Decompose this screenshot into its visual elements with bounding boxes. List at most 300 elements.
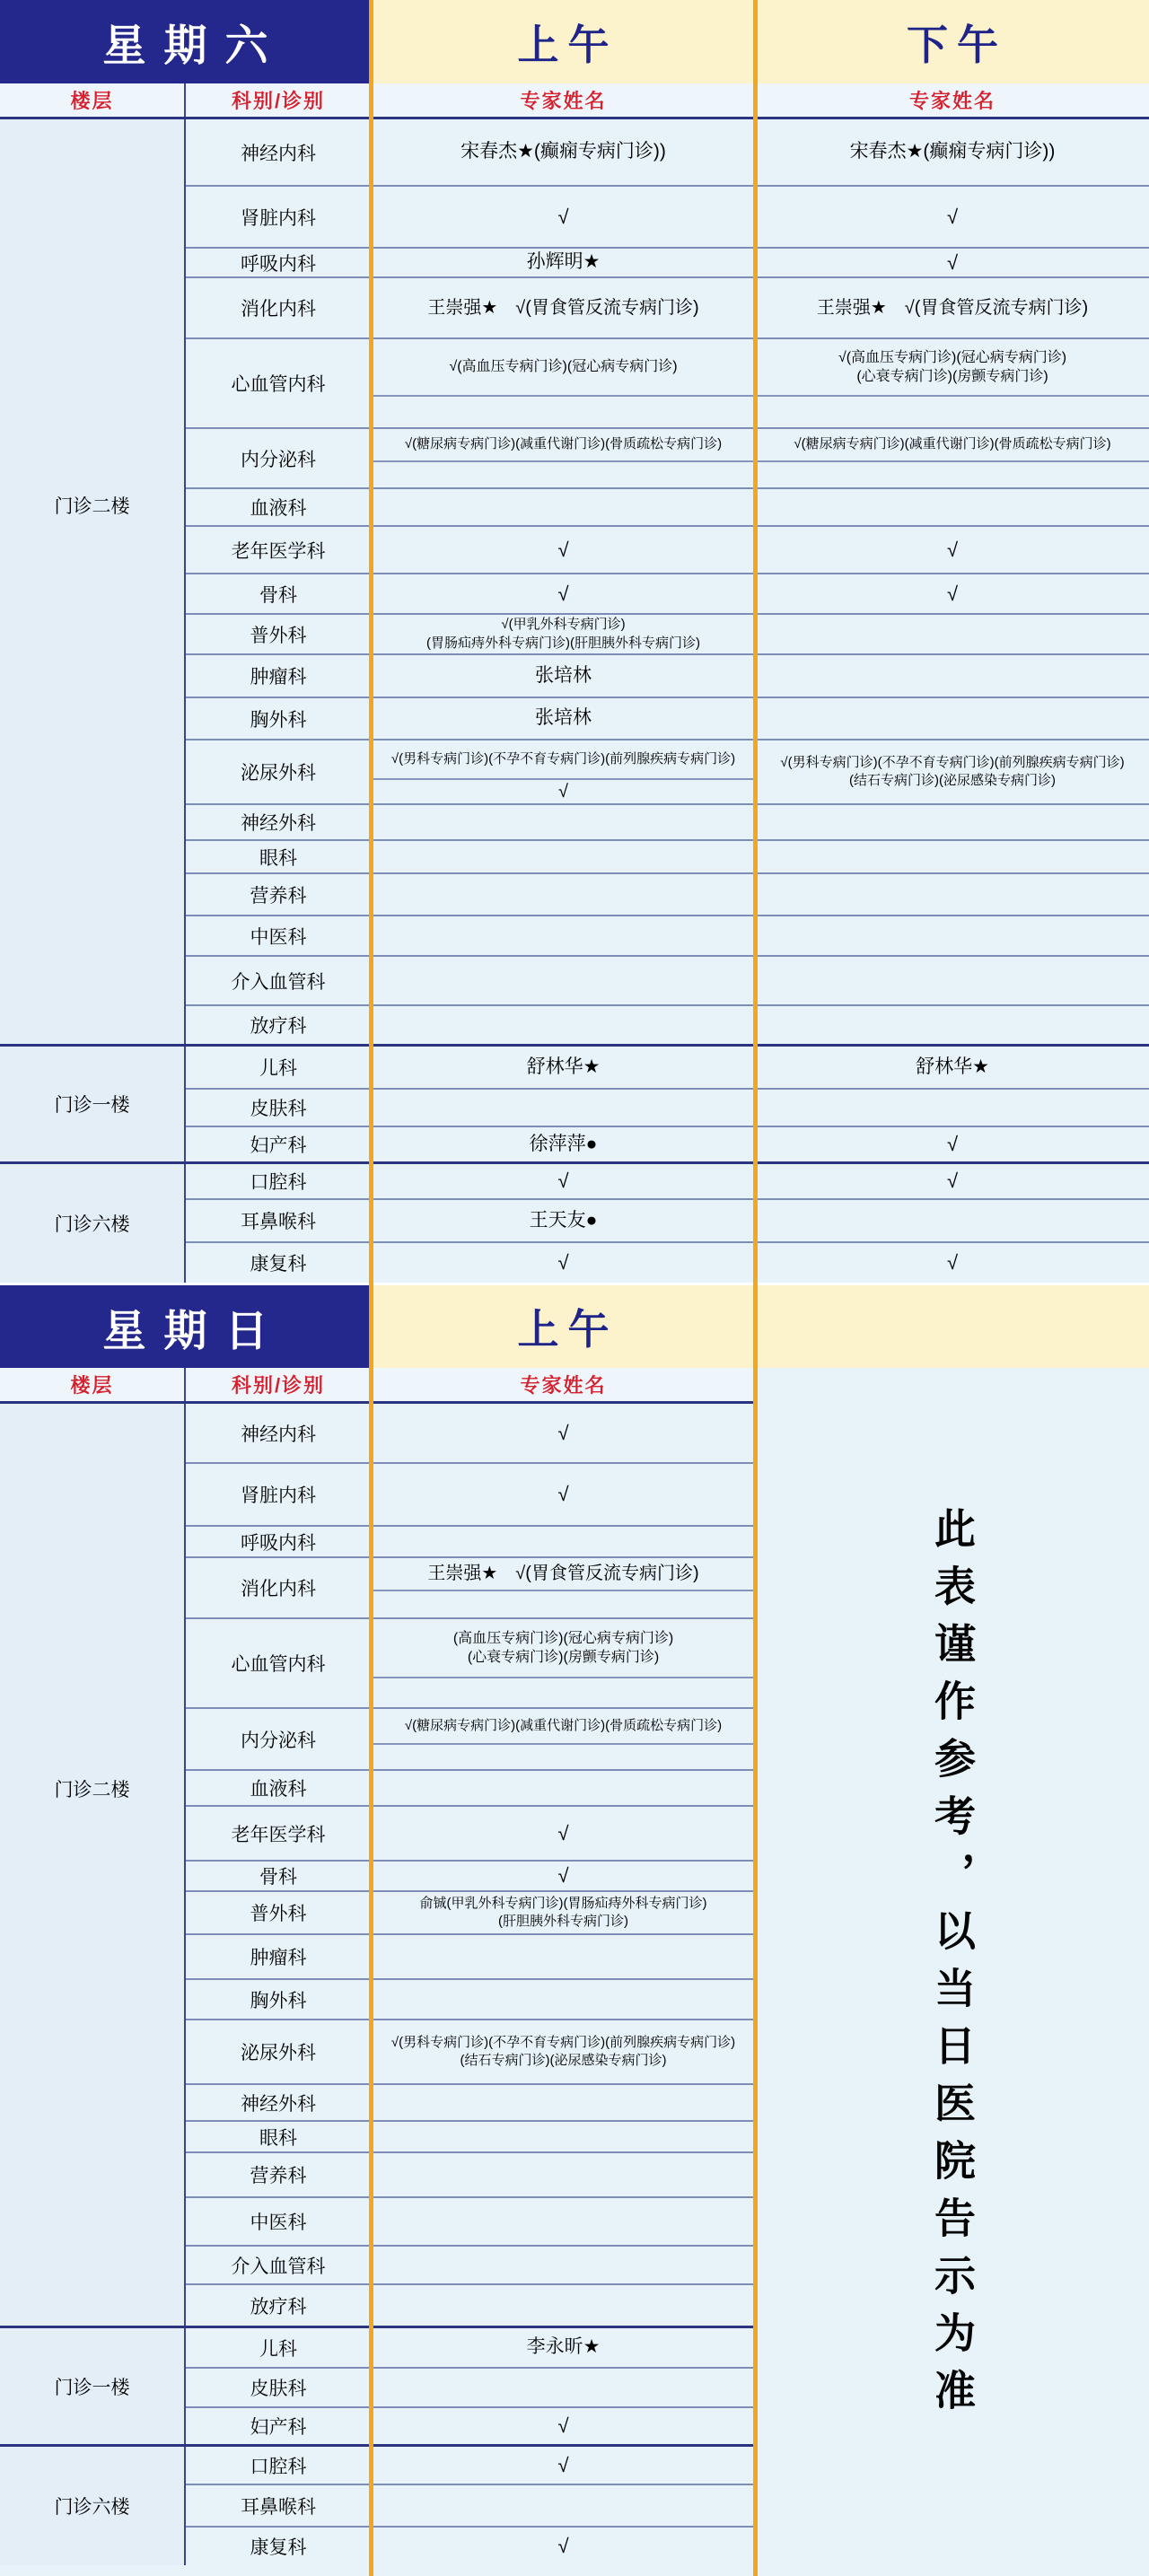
expert-subcell <box>371 1709 756 1743</box>
pm-expert-cell <box>756 119 1149 185</box>
floor-cell <box>0 1164 186 1283</box>
dept-cell: 耳鼻喉科 <box>241 1212 316 1232</box>
schedule-row <box>186 1619 756 1709</box>
pm-expert-cell <box>756 874 1149 915</box>
expert-entry: (心衰专病门诊)(房颤专病门诊) <box>467 1650 660 1666</box>
dept-cell: 耳鼻喉科 <box>241 2496 316 2518</box>
am-expert-cell <box>371 655 756 697</box>
expert-subcell <box>371 2285 756 2326</box>
am-expert-column-header: 专家姓名 <box>520 1374 607 1397</box>
floor-cell <box>0 1047 186 1161</box>
expert-entry: √ <box>557 2453 569 2476</box>
schedule-row <box>186 1090 1149 1127</box>
schedule-row <box>186 1980 756 2020</box>
expert-entry: √(甲乳外科专病门诊) <box>501 617 626 633</box>
am-expert-cell <box>371 429 756 487</box>
dept-cell: 普外科 <box>250 625 307 646</box>
expert-subcell <box>756 698 1149 739</box>
schedule-row <box>186 2085 756 2122</box>
expert-entry: 舒林华★ <box>526 1056 601 1077</box>
schedule-row <box>186 429 1149 489</box>
expert-subcell <box>371 2369 756 2406</box>
schedule-row <box>186 187 1149 249</box>
sunday-am-header: 上午 <box>371 1285 756 1368</box>
schedule-row <box>186 1127 1149 1161</box>
dept-cell: 营养科 <box>250 2166 307 2186</box>
column-divider-orange-right <box>753 0 758 2576</box>
floor-cell <box>0 1404 186 2326</box>
expert-subcell <box>756 841 1149 872</box>
saturday-subheader <box>0 83 1149 119</box>
expert-subcell <box>756 805 1149 839</box>
schedule-row <box>186 1047 1149 1090</box>
dept-cell: 神经内科 <box>241 143 316 164</box>
am-expert-cell <box>371 1047 756 1088</box>
dept-cell: 老年医学科 <box>231 540 326 562</box>
pm-expert-cell <box>756 957 1149 1004</box>
pm-expert-cell <box>756 805 1149 839</box>
floor-group <box>0 1404 756 2328</box>
schedule-row <box>186 527 1149 574</box>
am-expert-cell <box>371 1243 756 1283</box>
dept-cell: 普外科 <box>250 1904 307 1924</box>
expert-entry: √(高血压专病门诊)(冠心病专病门诊) <box>838 349 1067 365</box>
expert-subcell <box>756 1006 1149 1044</box>
expert-subcell <box>756 1200 1149 1241</box>
sunday-section <box>0 1283 1149 2565</box>
schedule-row <box>186 740 1149 805</box>
am-expert-cell <box>371 339 756 427</box>
am-expert-cell <box>371 1200 756 1241</box>
expert-entry: 李永昕★ <box>526 2336 601 2358</box>
am-expert-cell <box>371 119 756 185</box>
schedule-row <box>186 1558 756 1619</box>
floor-label: 门诊六楼 <box>54 1214 130 1235</box>
pm-expert-cell <box>756 1090 1149 1126</box>
dept-cell: 胸外科 <box>250 1990 307 2011</box>
expert-subcell <box>371 778 756 803</box>
pm-expert-cell <box>756 1243 1149 1283</box>
am-expert-cell <box>371 1935 756 1978</box>
schedule-row <box>186 698 1149 740</box>
schedule-row <box>186 1771 756 1807</box>
expert-subcell <box>371 1006 756 1044</box>
am-expert-cell <box>371 2485 756 2526</box>
am-expert-cell <box>371 874 756 915</box>
am-expert-cell <box>371 1090 756 1126</box>
am-expert-cell <box>371 1127 756 1161</box>
dept-cell: 眼科 <box>259 2127 297 2149</box>
expert-entry: √ <box>557 2535 569 2558</box>
am-expert-cell <box>371 2153 756 2196</box>
pm-expert-cell <box>756 1164 1149 1198</box>
dept-cell: 放疗科 <box>250 2296 307 2318</box>
schedule-row <box>186 916 1149 957</box>
schedule-row <box>186 278 1149 339</box>
expert-subcell <box>371 339 756 395</box>
dept-cell: 儿科 <box>259 1058 297 1079</box>
schedule-row <box>186 1709 756 1771</box>
schedule-row <box>186 1935 756 1980</box>
am-expert-cell <box>371 527 756 573</box>
pm-expert-cell <box>756 841 1149 872</box>
floor-label: 门诊六楼 <box>54 2497 130 2518</box>
expert-entry: √ <box>946 538 959 561</box>
am-expert-cell <box>371 957 756 1004</box>
rows <box>186 1164 1149 1283</box>
floor-cell <box>0 119 186 1044</box>
column-divider-orange-left <box>369 0 373 2576</box>
dept-cell: 介入血管科 <box>231 2256 326 2277</box>
am-expert-cell <box>371 740 756 803</box>
am-expert-cell <box>371 1980 756 2019</box>
floor-group <box>0 119 1149 1047</box>
expert-subcell <box>371 2247 756 2283</box>
expert-subcell <box>371 841 756 872</box>
expert-subcell <box>371 615 756 653</box>
am-expert-cell <box>371 698 756 739</box>
expert-entry: √ <box>557 1483 569 1506</box>
am-expert-cell <box>371 2247 756 2283</box>
expert-subcell <box>756 655 1149 697</box>
am-expert-cell <box>371 2447 756 2484</box>
expert-subcell <box>371 2408 756 2444</box>
expert-entry: √ <box>557 1821 569 1844</box>
schedule-row <box>186 489 1149 527</box>
expert-entry: 王天友● <box>529 1209 598 1231</box>
sunday-title: 星期日 <box>0 1285 371 1368</box>
dept-column-header: 科别/诊别 <box>231 1374 326 1397</box>
am-expert-cell <box>371 1862 756 1890</box>
dept-cell: 皮肤科 <box>250 1099 307 1119</box>
expert-subcell <box>371 698 756 739</box>
expert-subcell <box>756 489 1149 525</box>
expert-entry: √ <box>946 1251 959 1275</box>
expert-subcell <box>371 957 756 1004</box>
dept-cell: 血液科 <box>250 1779 307 1800</box>
expert-subcell <box>371 489 756 525</box>
expert-subcell <box>756 740 1149 803</box>
dept-cell: 儿科 <box>259 2338 297 2360</box>
expert-entry: √(男科专病门诊)(不孕不育专病门诊)(前列腺疾病专病门诊) <box>390 750 736 767</box>
expert-entry: √ <box>946 1133 959 1156</box>
am-expert-cell <box>371 916 756 955</box>
expert-subcell <box>371 2085 756 2120</box>
dept-cell: 内分泌科 <box>241 1730 316 1751</box>
dept-cell: 胸外科 <box>250 709 307 731</box>
dept-cell: 肿瘤科 <box>250 1948 307 1968</box>
dept-cell: 营养科 <box>250 885 307 907</box>
expert-subcell <box>756 460 1149 487</box>
pm-expert-cell <box>756 429 1149 487</box>
expert-subcell <box>756 916 1149 955</box>
schedule-row <box>186 1464 756 1527</box>
expert-entry: (肝胆胰外科专病门诊) <box>498 1914 628 1929</box>
floor-column-header: 楼层 <box>0 1368 186 1401</box>
expert-subcell <box>371 1200 756 1241</box>
dept-cell: 心血管内科 <box>231 374 326 395</box>
expert-subcell <box>371 1558 756 1590</box>
am-expert-cell <box>371 2085 756 2120</box>
am-expert-cell <box>371 841 756 872</box>
am-expert-cell <box>371 187 756 247</box>
sunday-pm-header-empty <box>756 1285 1149 1368</box>
expert-entry: 宋春杰★(癫痫专病门诊)) <box>849 141 1056 162</box>
pm-expert-cell <box>756 655 1149 697</box>
rows <box>186 1404 756 2326</box>
expert-subcell <box>756 339 1149 395</box>
expert-entry: 王崇强★ √(胃食管反流专病门诊) <box>427 297 699 318</box>
dept-cell: 中医科 <box>250 2212 307 2233</box>
expert-entry: √ <box>557 205 569 228</box>
expert-subcell <box>756 119 1149 185</box>
expert-entry: √ <box>946 582 959 605</box>
sunday-body <box>0 1404 756 2565</box>
expert-entry: 徐萍萍● <box>529 1133 598 1154</box>
am-expert-cell <box>371 805 756 839</box>
expert-subcell <box>756 574 1149 613</box>
dept-cell: 中医科 <box>250 926 307 948</box>
expert-subcell <box>756 527 1149 573</box>
dept-cell: 口腔科 <box>250 2456 307 2477</box>
am-expert-column-header: 专家姓名 <box>520 90 607 112</box>
expert-subcell <box>371 1807 756 1860</box>
expert-subcell <box>756 249 1149 276</box>
expert-entry: √(糖尿病专病门诊)(减重代谢门诊)(骨质疏松专病门诊) <box>794 436 1111 452</box>
floor-label: 门诊一楼 <box>54 1095 130 1116</box>
expert-subcell <box>371 1892 756 1933</box>
floor-label: 门诊一楼 <box>54 2377 130 2398</box>
schedule-row <box>186 1243 1149 1283</box>
am-expert-cell <box>371 1558 756 1617</box>
dept-cell: 骨科 <box>259 1867 297 1888</box>
saturday-header <box>0 0 1149 83</box>
am-expert-cell <box>371 1404 756 1462</box>
expert-entry: √ <box>557 1421 569 1444</box>
expert-subcell <box>371 1164 756 1198</box>
expert-subcell <box>371 1935 756 1978</box>
dept-cell: 心血管内科 <box>231 1654 326 1675</box>
dept-cell: 神经外科 <box>241 2093 316 2115</box>
am-expert-cell <box>371 2122 756 2151</box>
expert-subcell <box>371 278 756 337</box>
expert-entry: (结石专病门诊)(泌尿感染专病门诊) <box>849 773 1056 788</box>
dept-cell: 老年医学科 <box>231 1824 326 1845</box>
expert-subcell <box>756 1164 1149 1198</box>
dept-column-header: 科别/诊别 <box>231 90 326 112</box>
pm-expert-cell <box>756 278 1149 337</box>
floor-group <box>0 2328 756 2447</box>
expert-subcell <box>371 1980 756 2019</box>
dept-cell: 消化内科 <box>241 1579 316 1599</box>
expert-subcell <box>756 957 1149 1004</box>
expert-entry: √(糖尿病专病门诊)(减重代谢门诊)(骨质疏松专病门诊) <box>404 436 723 452</box>
expert-entry: √ <box>946 1170 959 1193</box>
expert-entry: (心衰专病门诊)(房颤专病门诊) <box>856 369 1048 385</box>
am-expert-cell <box>371 2528 756 2565</box>
schedule-row <box>186 2369 756 2408</box>
schedule-row <box>186 1807 756 1862</box>
expert-entry: √ <box>558 781 568 802</box>
expert-entry: (胃肠疝痔外科专病门诊)(肝胆胰外科专病门诊) <box>426 635 700 651</box>
expert-subcell <box>371 527 756 573</box>
saturday-section <box>0 0 1149 1283</box>
am-expert-cell <box>371 2408 756 2444</box>
schedule-row <box>186 1892 756 1935</box>
saturday-pm-header: 下午 <box>756 0 1149 83</box>
dept-cell: 泌尿外科 <box>241 2043 316 2063</box>
sunday-header <box>0 1283 1149 1368</box>
schedule-row <box>186 615 1149 655</box>
dept-cell: 皮肤科 <box>250 2379 307 2399</box>
dept-cell: 呼吸内科 <box>241 1532 316 1554</box>
pm-expert-cell <box>756 698 1149 739</box>
expert-subcell <box>756 1127 1149 1161</box>
expert-entry: 王崇强★ √(胃食管反流专病门诊) <box>816 297 1089 318</box>
expert-subcell <box>371 1243 756 1283</box>
pm-expert-cell <box>756 489 1149 525</box>
schedule-row <box>186 2528 756 2565</box>
dept-cell: 泌尿外科 <box>241 763 316 784</box>
pm-expert-cell <box>756 740 1149 803</box>
expert-subcell <box>371 2153 756 2196</box>
expert-subcell <box>371 2485 756 2526</box>
pm-expert-cell <box>756 1006 1149 1044</box>
expert-subcell <box>756 615 1149 653</box>
dept-cell: 肿瘤科 <box>250 667 307 688</box>
pm-expert-cell <box>756 1127 1149 1161</box>
dept-cell: 肾脏内科 <box>241 207 316 229</box>
expert-subcell <box>756 429 1149 460</box>
am-expert-cell <box>371 1527 756 1556</box>
expert-entry: 张培林 <box>535 664 592 686</box>
schedule-row <box>186 957 1149 1006</box>
floor-label: 门诊二楼 <box>54 496 130 517</box>
expert-entry: √(糖尿病专病门诊)(减重代谢门诊)(骨质疏松专病门诊) <box>404 1717 723 1733</box>
expert-subcell <box>756 187 1149 247</box>
expert-entry: √(高血压专病门诊)(冠心病专病门诊) <box>449 359 678 375</box>
expert-entry: 宋春杰★(癫痫专病门诊)) <box>460 141 666 162</box>
sunday-body-wrap <box>0 1368 1149 2565</box>
expert-subcell <box>371 429 756 460</box>
schedule-row <box>186 1164 1149 1200</box>
am-expert-cell <box>371 1464 756 1525</box>
dept-cell: 放疗科 <box>250 1016 307 1037</box>
floor-cell <box>0 2447 186 2565</box>
schedule-row <box>186 805 1149 841</box>
expert-subcell <box>371 395 756 427</box>
pm-expert-cell <box>756 187 1149 247</box>
expert-subcell <box>371 2528 756 2565</box>
saturday-body <box>0 119 1149 1283</box>
floor-label: 门诊二楼 <box>54 1779 130 1801</box>
sunday-left-block <box>0 1368 756 2565</box>
schedule-row <box>186 2447 756 2485</box>
saturday-am-header: 上午 <box>371 0 756 83</box>
schedule-row <box>186 841 1149 874</box>
expert-entry: √ <box>557 1170 569 1193</box>
expert-subcell <box>756 395 1149 427</box>
expert-subcell <box>371 1862 756 1890</box>
pm-expert-column-header: 专家姓名 <box>908 90 996 112</box>
floor-group <box>0 1047 1149 1164</box>
schedule-row <box>186 574 1149 615</box>
pm-expert-cell <box>756 615 1149 653</box>
expert-subcell <box>371 1090 756 1126</box>
schedule-row <box>186 339 1149 429</box>
expert-entry: (结石专病门诊)(泌尿感染专病门诊) <box>460 2053 667 2068</box>
schedule-row <box>186 2247 756 2285</box>
rows <box>186 2328 756 2444</box>
am-expert-cell <box>371 1892 756 1933</box>
dept-cell: 内分泌科 <box>241 449 316 470</box>
dept-cell: 神经外科 <box>241 813 316 834</box>
am-expert-cell <box>371 489 756 525</box>
floor-group <box>0 1164 1149 1283</box>
schedule-row <box>186 2122 756 2153</box>
sunday-subheader <box>0 1368 756 1404</box>
expert-subcell <box>371 1677 756 1707</box>
expert-subcell <box>371 916 756 955</box>
am-expert-cell <box>371 574 756 613</box>
dept-cell: 妇产科 <box>250 2417 307 2438</box>
schedule-row <box>186 2198 756 2247</box>
dept-cell: 口腔科 <box>250 1172 307 1193</box>
pm-expert-cell <box>756 249 1149 276</box>
schedule-row <box>186 2408 756 2444</box>
am-expert-cell <box>371 1807 756 1860</box>
floor-cell <box>0 2328 186 2444</box>
schedule-row <box>186 1527 756 1558</box>
dept-cell: 血液科 <box>250 498 307 519</box>
pm-expert-cell <box>756 574 1149 613</box>
expert-subcell <box>371 2198 756 2245</box>
pm-expert-cell <box>756 1200 1149 1241</box>
schedule-row <box>186 119 1149 187</box>
schedule-row <box>186 2328 756 2369</box>
dept-cell: 肾脏内科 <box>241 1485 316 1506</box>
expert-subcell <box>756 874 1149 915</box>
expert-subcell <box>371 2020 756 2083</box>
schedule-row <box>186 1200 1149 1243</box>
schedule-row <box>186 2020 756 2085</box>
expert-subcell <box>371 740 756 778</box>
am-expert-cell <box>371 1006 756 1044</box>
rows <box>186 2447 756 2565</box>
expert-subcell <box>371 1404 756 1462</box>
dept-cell: 康复科 <box>250 1254 307 1275</box>
expert-entry: √ <box>557 1251 569 1275</box>
schedule-row <box>186 2285 756 2326</box>
pm-expert-cell <box>756 527 1149 573</box>
schedule-row <box>186 1404 756 1464</box>
expert-subcell <box>371 1590 756 1617</box>
expert-entry: (高血压专病门诊)(冠心病专病门诊) <box>452 1630 674 1646</box>
rows <box>186 119 1149 1044</box>
expert-subcell <box>371 187 756 247</box>
expert-entry: √ <box>557 2414 569 2438</box>
expert-subcell <box>371 2122 756 2151</box>
expert-entry: 张培林 <box>535 707 592 729</box>
schedule-row <box>186 655 1149 698</box>
expert-subcell <box>756 1047 1149 1088</box>
schedule-row <box>186 1006 1149 1044</box>
expert-subcell <box>371 874 756 915</box>
floor-column-header: 楼层 <box>0 83 186 117</box>
expert-subcell <box>371 249 756 276</box>
expert-subcell <box>371 1743 756 1769</box>
expert-subcell <box>371 655 756 697</box>
